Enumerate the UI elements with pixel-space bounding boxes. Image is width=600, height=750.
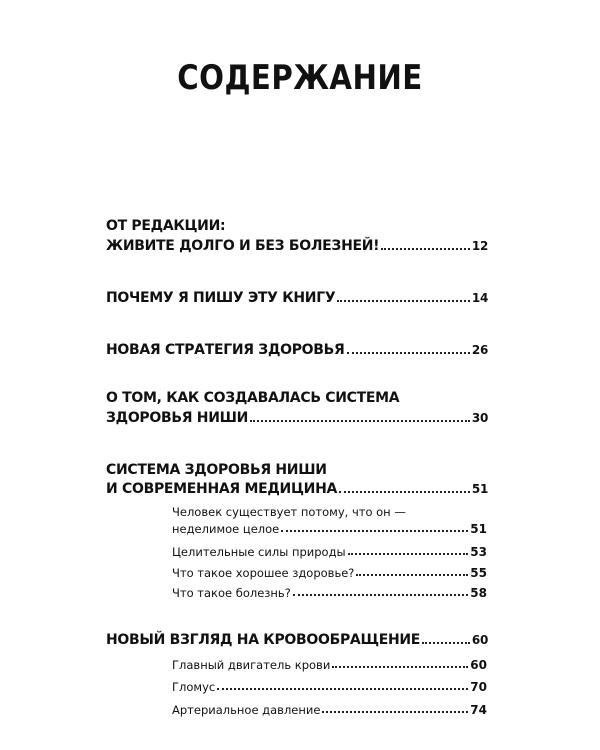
page-number: 51 (471, 482, 488, 496)
page-number: 74 (470, 703, 487, 717)
toc-entry-editorial[interactable] (106, 238, 488, 254)
toc-entry-title: ЗДОРОВЬЯ НИШИ (106, 410, 249, 426)
dot-leader (356, 574, 468, 576)
dot-leader (322, 711, 468, 713)
page-number: 60 (471, 633, 488, 647)
dot-leader (339, 491, 470, 493)
toc-entry-new-strategy[interactable] (106, 342, 488, 358)
page-number: 12 (471, 239, 488, 253)
dot-leader (337, 300, 470, 302)
toc-entry-nishi-medicine[interactable] (106, 481, 488, 497)
toc-subentry-good-health[interactable] (172, 566, 487, 580)
toc-entry-blood-circulation[interactable] (106, 632, 488, 648)
toc-subentry-healing-forces[interactable] (172, 545, 487, 559)
toc-entry-title: И СОВРЕМЕННАЯ МЕДИЦИНА (106, 481, 338, 497)
toc-subentry-title: Что такое хорошее здоровье? (172, 566, 355, 580)
toc-subentry-title: Главный двигатель крови (172, 658, 331, 672)
toc-subentry-title: неделимое целое (172, 522, 280, 536)
page-number: 53 (470, 545, 487, 559)
toc-subentry-blood-pressure[interactable] (172, 703, 487, 717)
dot-leader (281, 530, 468, 532)
toc-subentry-glomus[interactable] (172, 680, 487, 694)
dot-leader (250, 420, 470, 422)
page-number: 51 (470, 522, 487, 536)
toc-subentry-title: Гломус (172, 680, 216, 694)
page-title: СОДЕРЖАНИЕ (177, 58, 423, 98)
toc-entry-title: ЖИВИТЕ ДОЛГО И БЕЗ БОЛЕЗНЕЙ! (106, 238, 380, 254)
toc-subentry-human-line1: Человек существует потому, что он — (172, 505, 406, 519)
dot-leader (422, 642, 470, 644)
page-number: 55 (470, 566, 487, 580)
toc-entry-why-i-write[interactable] (106, 290, 488, 306)
page-number: 26 (471, 343, 488, 357)
toc-entry-nishi-medicine-line1: СИСТЕМА ЗДОРОВЬЯ НИШИ (106, 462, 327, 478)
toc-subentry-human[interactable] (172, 522, 487, 536)
dot-leader (293, 594, 468, 596)
toc-subentry-disease[interactable] (172, 586, 487, 600)
page-number: 60 (470, 658, 487, 672)
dot-leader (347, 352, 470, 354)
toc-subentry-title: Целительные силы природы (172, 545, 346, 559)
dot-leader (381, 248, 470, 250)
toc-subentry-title: Артериальное давление (172, 703, 321, 717)
dot-leader (348, 553, 469, 555)
toc-entry-editorial-line1: ОТ РЕДАКЦИИ: (106, 218, 226, 234)
page-number: 30 (471, 411, 488, 425)
toc-entry-title: НОВАЯ СТРАТЕГИЯ ЗДОРОВЬЯ (106, 342, 345, 358)
toc-subentry-blood-engine[interactable] (172, 658, 487, 672)
page-number: 70 (470, 680, 487, 694)
toc-subentry-title: Что такое болезнь? (172, 586, 291, 600)
toc-entry-system-creation-line1: О ТОМ, КАК СОЗДАВАЛАСЬ СИСТЕМА (106, 390, 400, 406)
page-number: 58 (470, 586, 487, 600)
dot-leader (332, 666, 468, 668)
page-number: 14 (471, 291, 488, 305)
dot-leader (217, 688, 468, 690)
toc-entry-title: НОВЫЙ ВЗГЛЯД НА КРОВООБРАЩЕНИЕ (106, 632, 421, 648)
toc-entry-system-creation[interactable] (106, 410, 488, 426)
toc-entry-title: ПОЧЕМУ Я ПИШУ ЭТУ КНИГУ (106, 290, 336, 306)
